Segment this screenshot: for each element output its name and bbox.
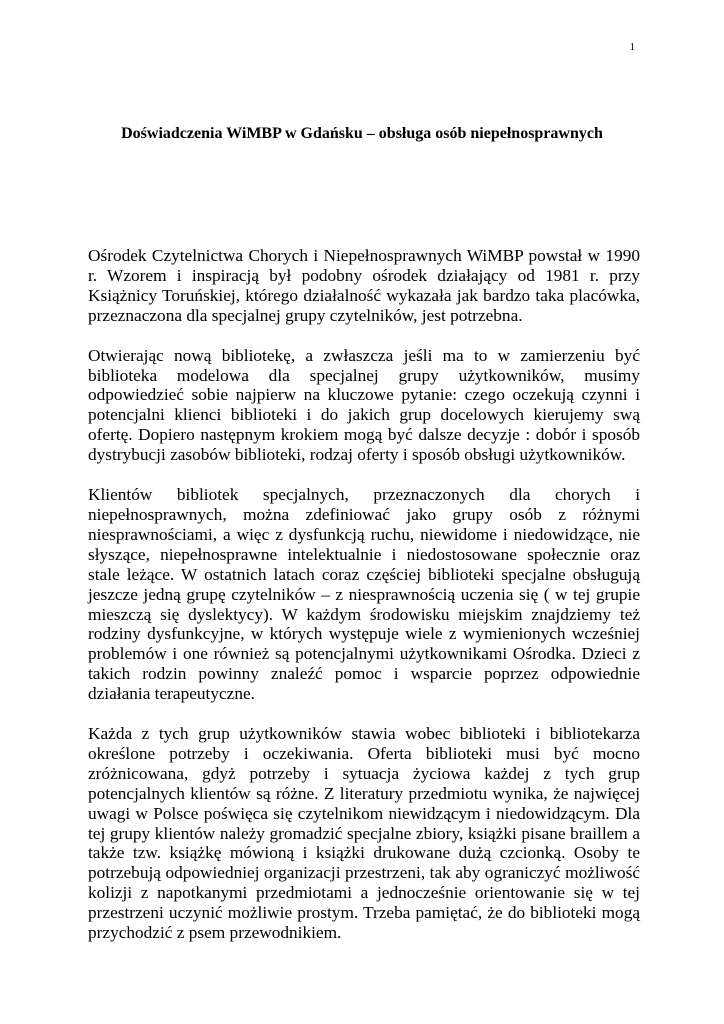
paragraph-2: Otwierając nową bibliotekę, a zwłaszcza jeśli ma to w zamierzeniu być biblioteka modelowa dla specjalnej grupy użytkowników, musimy odpowiedzieć sobie najpierw na kluczowe pytanie: czego oczekują czynni i potencjalni klienci biblioteki i do jakich grup docelowych kierujemy swą ofertę. Dopiero następnym krokiem mogą być dalsze decyzje : dobór i sposób dystrybucji zasobów biblioteki, rodzaj oferty i sposób obsługi użytkowników. [88, 345, 640, 465]
paragraph-4: Każda z tych grup użytkowników stawia wobec biblioteki i bibliotekarza określone potrzeby i oczekiwania. Oferta biblioteki musi być mocno zróżnicowana, gdyż potrzeby i sytuacja życiowa każdej z tych grup potencjalnych klientów są różne. Z literatury przedmiotu wynika, że najwięcej uwagi w Polsce poświęca się czytelnikom niewidzącym i niedowidzącym. Dla tej grupy klientów należy gromadzić specjalne zbiory, książki pisane braillem a także tzw. książkę mówioną i książki drukowane dużą czcionką. Osoby te potrzebują odpowiedniej organizacji przestrzeni, tak aby ograniczyć możliwość kolizji z napotkanymi przedmiotami a jednocześnie orientowanie się w tej przestrzeni uczynić możliwie prostym. Trzeba pamiętać, że do biblioteki mogą przychodzić z psem przewodnikiem. [88, 724, 640, 943]
page-number: 1 [629, 41, 635, 53]
document-title: Doświadczenia WiMBP w Gdańsku – obsługa osób niepełnosprawnych [121, 125, 603, 142]
paragraph-3: Klientów bibliotek specjalnych, przeznaczonych dla chorych i niepełnosprawnych, można zdefiniować jako grupy osób z różnymi niesprawnościami, a więc z dysfunkcją ruchu, niewidome i niedowidzące, nie słyszące, niepełnosprawne intelektualnie i niedostosowane społecznie oraz stale leżące. W ostatnich latach coraz częściej biblioteki specjalne obsługują jeszcze jedną grupę czytelników – z niesprawnością uczenia się ( w tej grupie mieszczą się dyslektycy). W każdym środowisku miejskim znajdziemy też rodziny dysfunkcyjne, w których występuje wiele z wymienionych wcześniej problemów i one również są potencjalnymi użytkownikami Ośrodka. Dzieci z takich rodzin powinny znaleźć pomoc i wsparcie poprzez odpowiednie działania terapeutyczne. [88, 485, 640, 704]
document-body [88, 246, 640, 963]
paragraph-1: Ośrodek Czytelnictwa Chorych i Niepełnosprawnych WiMBP powstał w 1990 r. Wzorem i inspiracją był podobny ośrodek działający od 1981 r. przy Książnicy Toruńskiej, którego działalność wykazała jak bardzo taka placówka, przeznaczona dla specjalnej grupy czytelników, jest potrzebna. [88, 246, 640, 325]
